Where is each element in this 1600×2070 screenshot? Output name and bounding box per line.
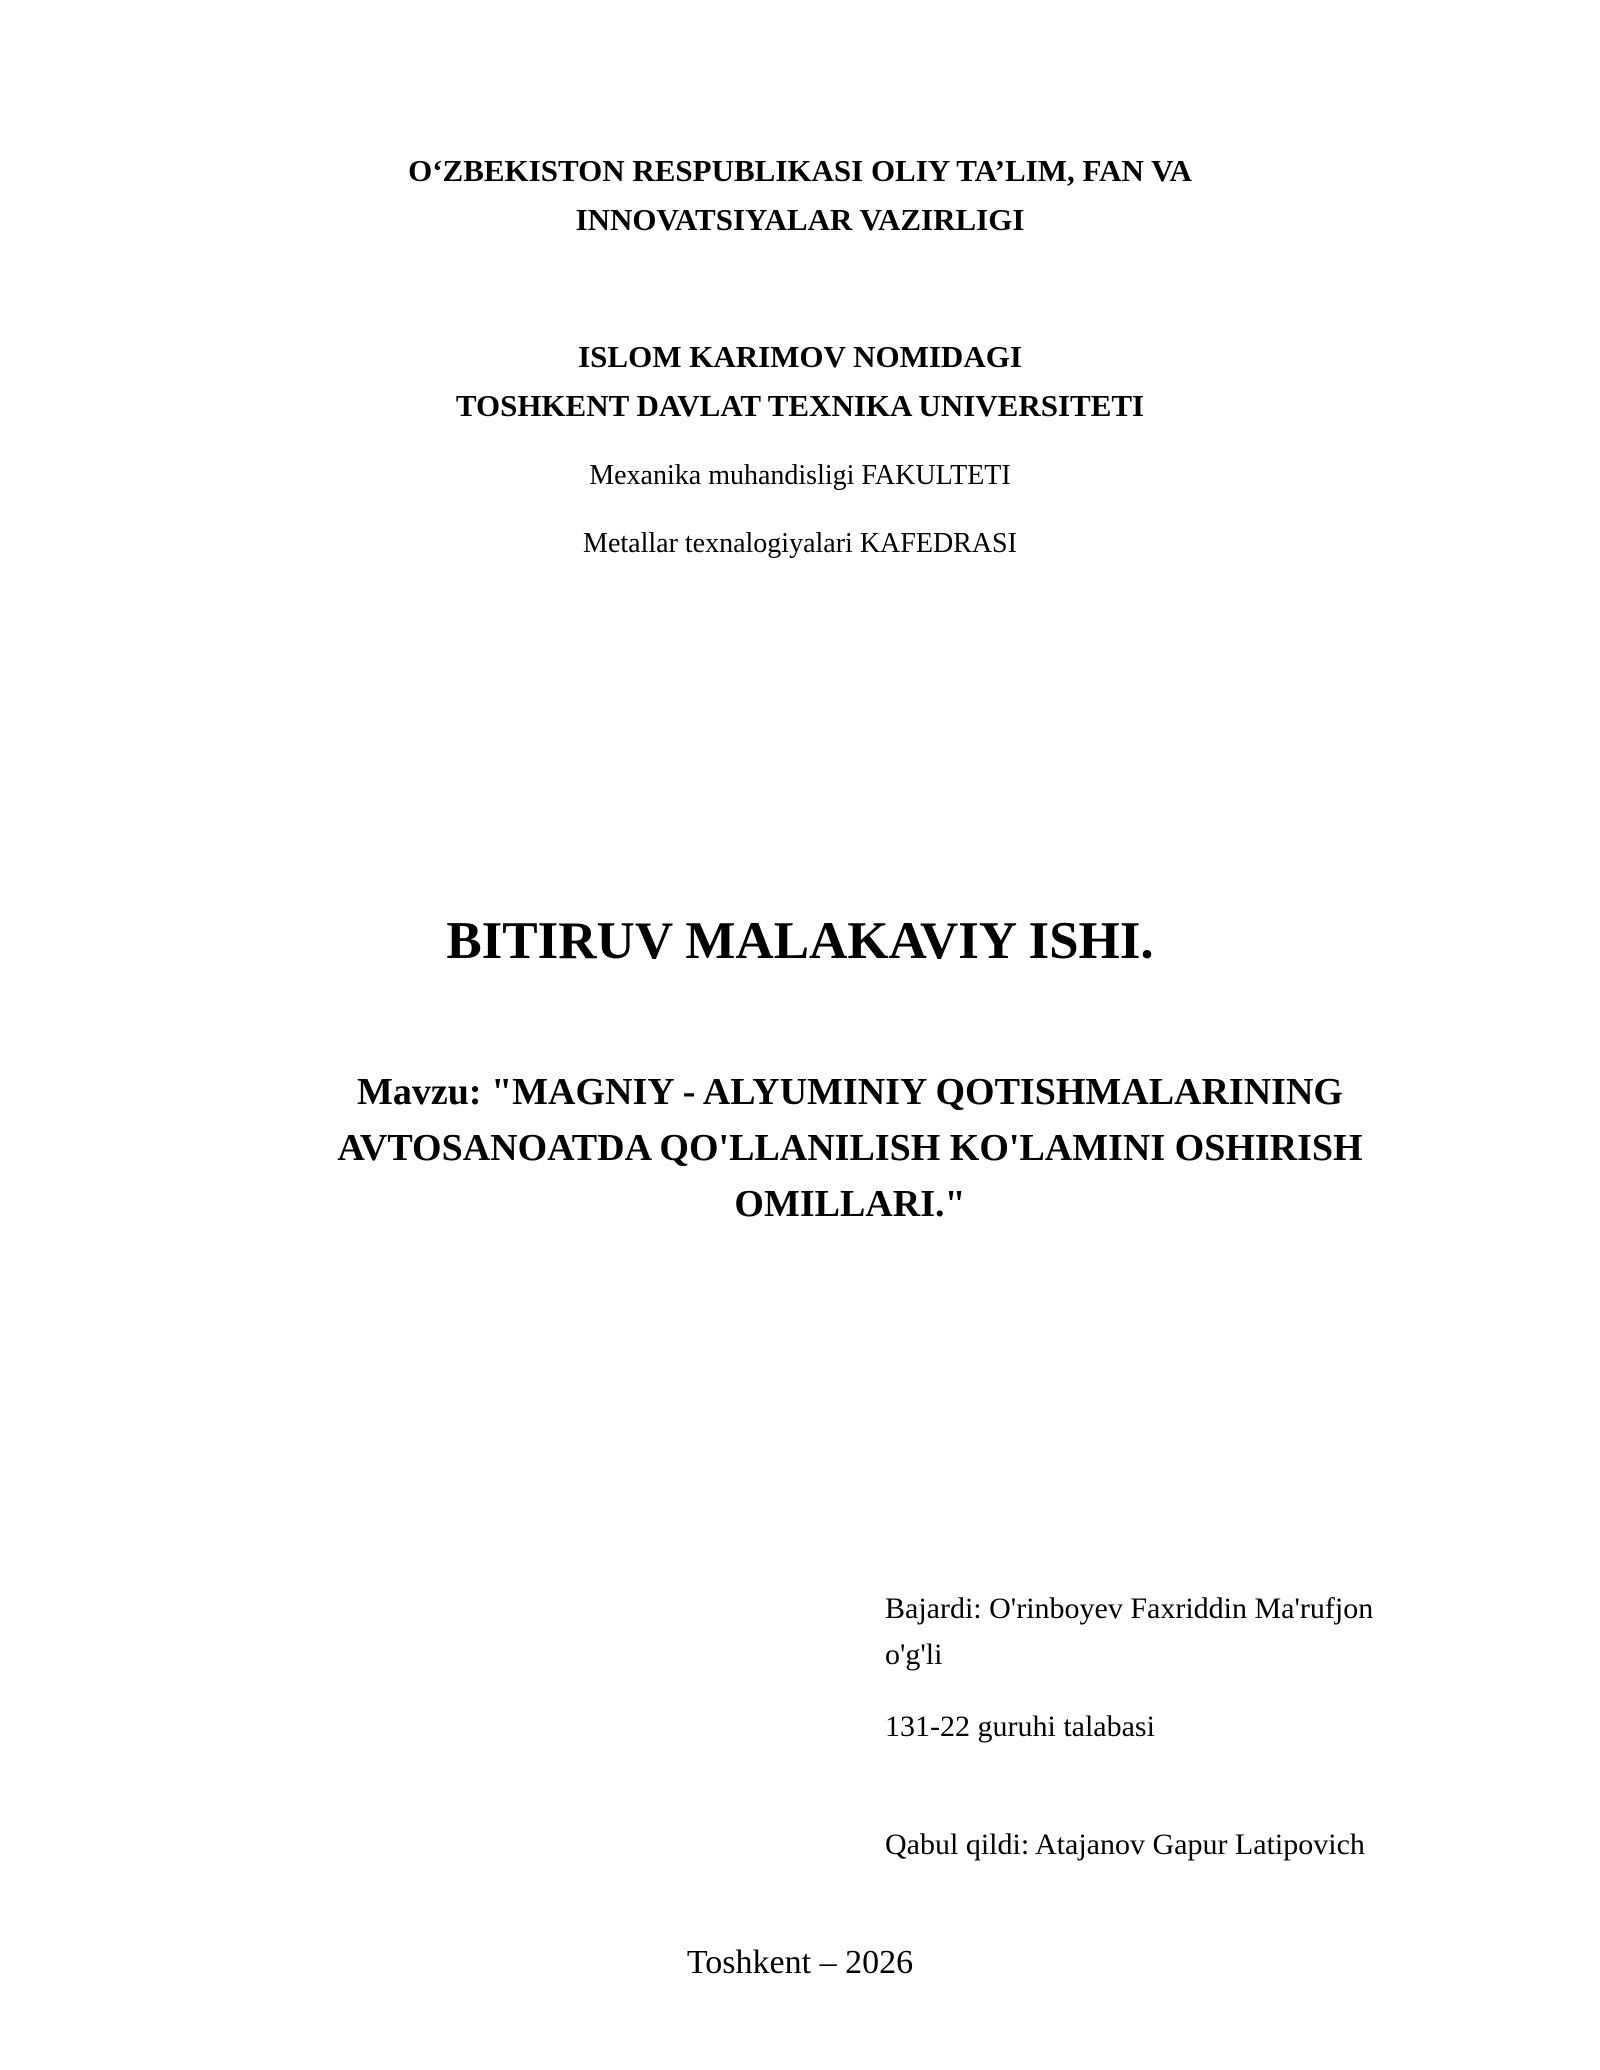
department-name: Metallar texnalogiyalari KAFEDRASI [583, 528, 1017, 559]
ministry-line-1: O‘ZBEKISTON RESPUBLIKASI OLIY TA’LIM, FAN VA [408, 153, 1192, 188]
city-year: Toshkent – 2026 [686, 1944, 914, 1981]
accepted-by: Qabul qildi: Atajanov Gapur Latipovich [885, 1828, 1365, 1861]
university-heading [0, 332, 1600, 430]
work-title: BITIRUV MALAKAVIY ISHI. [446, 912, 1154, 970]
university-line-1: ISLOM KARIMOV NOMIDAGI [578, 339, 1022, 374]
performer-info [885, 1586, 1455, 1678]
faculty-name: Mexanika muhandisligi FAKULTETI [589, 460, 1011, 491]
ministry-heading [0, 146, 1600, 244]
topic-line-2: AVTOSANOATDA QO'LLANILISH KO'LAMINI OSHIRISH [337, 1127, 1363, 1169]
university-line-2: TOSHKENT DAVLAT TEXNIKA UNIVERSITETI [455, 388, 1145, 423]
topic-line-1: Mavzu: "MAGNIY - ALYUMINIY QOTISHMALARINING [357, 1071, 1343, 1113]
ministry-line-2: INNOVATSIYALAR VAZIRLIGI [575, 202, 1025, 237]
performer-line-1: Bajardi: O'rinboyev Faxriddin Ma'rufjon [885, 1592, 1374, 1625]
performer-line-2: o'g'li [885, 1638, 943, 1671]
student-group: 131-22 guruhi talabasi [885, 1710, 1155, 1743]
topic-line-3: OMILLARI." [734, 1183, 966, 1225]
topic-heading [250, 1064, 1450, 1232]
